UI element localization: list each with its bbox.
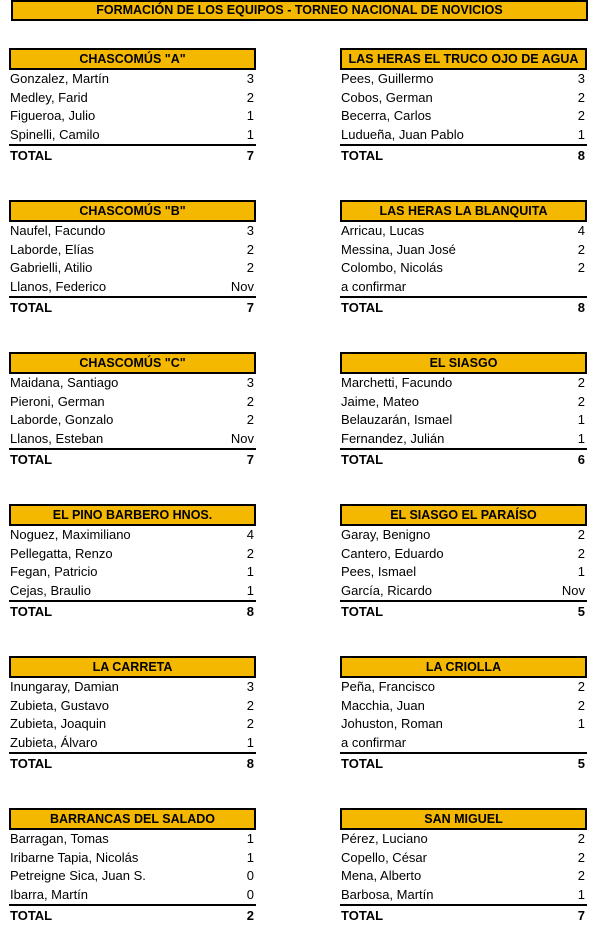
total-label: TOTAL: [341, 604, 384, 620]
player-value: 1: [246, 734, 254, 750]
player-value: 1: [246, 126, 254, 142]
player-row: [340, 582, 587, 601]
player-value: 1: [577, 886, 585, 902]
player-row: [9, 849, 256, 868]
total-row: [9, 904, 256, 924]
team-name: CHASCOMÚS "B": [9, 200, 256, 222]
total-row: [9, 296, 256, 316]
player-value: 2: [577, 241, 585, 257]
total-value: 7: [246, 452, 254, 468]
player-row: [340, 734, 587, 753]
player-row: [9, 867, 256, 886]
team-block: [9, 352, 256, 468]
team-block: [9, 808, 256, 924]
player-name: a confirmar: [341, 734, 407, 750]
team-name: LAS HERAS LA BLANQUITA: [340, 200, 587, 222]
player-row: [340, 526, 587, 545]
player-value: 2: [577, 260, 585, 276]
player-name: Becerra, Carlos: [341, 108, 432, 124]
total-value: 8: [577, 148, 585, 164]
player-value: 2: [246, 545, 254, 561]
total-label: TOTAL: [10, 452, 53, 468]
player-row: [340, 278, 587, 297]
player-row: [9, 241, 256, 260]
total-label: TOTAL: [10, 148, 53, 164]
team-block: [9, 48, 256, 164]
total-label: TOTAL: [10, 604, 53, 620]
player-name: Pellegatta, Renzo: [10, 545, 113, 561]
player-value: 2: [246, 241, 254, 257]
player-value: 1: [577, 412, 585, 428]
total-label: TOTAL: [341, 300, 384, 316]
player-row: [340, 849, 587, 868]
total-row: [9, 448, 256, 468]
player-name: Laborde, Gonzalo: [10, 412, 114, 428]
player-name: Ibarra, Martín: [10, 886, 89, 902]
team-block: [9, 656, 256, 772]
player-row: [9, 697, 256, 716]
total-label: TOTAL: [341, 452, 384, 468]
player-name: Naufel, Facundo: [10, 223, 106, 238]
player-value: 3: [246, 223, 254, 238]
team-block: [9, 200, 256, 316]
team-name: LAS HERAS EL TRUCO OJO DE AGUA: [340, 48, 587, 70]
player-name: Pees, Ismael: [341, 564, 417, 580]
player-name: Pérez, Luciano: [341, 831, 428, 846]
player-name: Garay, Benigno: [341, 527, 431, 542]
player-name: Cejas, Braulio: [10, 582, 91, 598]
player-name: Pees, Guillermo: [341, 71, 434, 86]
player-value: 2: [577, 393, 585, 409]
total-row: [340, 448, 587, 468]
player-row: [9, 545, 256, 564]
player-row: [340, 107, 587, 126]
player-name: Laborde, Elías: [10, 241, 94, 257]
player-value: 2: [577, 868, 585, 884]
player-value: 0: [246, 886, 254, 902]
player-value: 1: [246, 108, 254, 124]
player-name: Belauzarán, Ismael: [341, 412, 453, 428]
player-row: [340, 830, 587, 849]
player-row: [9, 89, 256, 108]
team-block: [340, 808, 587, 924]
player-value: 2: [577, 527, 585, 542]
player-row: [9, 126, 256, 145]
player-name: Zubieta, Gustavo: [10, 697, 109, 713]
player-name: Maidana, Santiago: [10, 375, 119, 390]
player-name: Petreigne Sica, Juan S.: [10, 868, 146, 884]
player-row: [340, 867, 587, 886]
player-value: Nov: [230, 278, 254, 294]
player-value: 2: [246, 716, 254, 732]
total-label: TOTAL: [341, 908, 384, 924]
player-row: [9, 374, 256, 393]
player-name: Medley, Farid: [10, 89, 88, 105]
player-row: [340, 222, 587, 241]
player-row: [340, 886, 587, 905]
player-value: 1: [577, 430, 585, 446]
total-row: [340, 600, 587, 620]
team-name: BARRANCAS DEL SALADO: [9, 808, 256, 830]
player-row: [9, 715, 256, 734]
team-name: EL PINO BARBERO HNOS.: [9, 504, 256, 526]
total-row: [340, 904, 587, 924]
player-value: 2: [246, 412, 254, 428]
player-name: Barbosa, Martín: [341, 886, 434, 902]
total-row: [9, 752, 256, 772]
player-row: [9, 278, 256, 297]
player-row: [9, 734, 256, 753]
player-value: 2: [577, 108, 585, 124]
player-name: Jaime, Mateo: [341, 393, 420, 409]
total-row: [340, 296, 587, 316]
player-name: Iribarne Tapia, Nicolás: [10, 849, 139, 865]
player-row: [340, 241, 587, 260]
player-name: Arricau, Lucas: [341, 223, 425, 238]
player-name: Figueroa, Julio: [10, 108, 96, 124]
player-row: [340, 259, 587, 278]
total-value: 5: [577, 756, 585, 772]
player-value: 1: [246, 849, 254, 865]
player-row: [340, 715, 587, 734]
player-row: [9, 70, 256, 89]
player-row: [9, 259, 256, 278]
player-name: Pieroni, German: [10, 393, 105, 409]
player-value: 1: [577, 716, 585, 732]
player-value: 2: [577, 849, 585, 865]
player-row: [340, 126, 587, 145]
player-value: 3: [246, 375, 254, 390]
player-row: [340, 678, 587, 697]
team-block: [340, 504, 587, 620]
player-name: Macchia, Juan: [341, 697, 425, 713]
player-value: 1: [246, 831, 254, 846]
player-name: Cantero, Eduardo: [341, 545, 444, 561]
player-name: Mena, Alberto: [341, 868, 422, 884]
player-name: Noguez, Maximiliano: [10, 527, 131, 542]
total-value: 6: [577, 452, 585, 468]
total-row: [340, 752, 587, 772]
player-value: 1: [577, 126, 585, 142]
player-name: Fernandez, Julián: [341, 430, 445, 446]
player-name: Gonzalez, Martín: [10, 71, 109, 86]
total-label: TOTAL: [10, 756, 53, 772]
player-row: [9, 526, 256, 545]
total-label: TOTAL: [341, 148, 384, 164]
player-value: 2: [246, 89, 254, 105]
player-value: 4: [246, 527, 254, 542]
total-row: [9, 600, 256, 620]
total-value: 7: [246, 300, 254, 316]
player-value: 3: [577, 71, 585, 86]
player-row: [9, 107, 256, 126]
total-label: TOTAL: [10, 908, 53, 924]
player-value: 2: [246, 697, 254, 713]
team-name: EL SIASGO: [340, 352, 587, 374]
player-row: [9, 678, 256, 697]
team-block: [340, 656, 587, 772]
player-row: [340, 411, 587, 430]
player-name: Ludueña, Juan Pablo: [341, 126, 464, 142]
total-row: [9, 144, 256, 164]
player-name: Gabrielli, Atilio: [10, 260, 93, 276]
player-row: [9, 430, 256, 449]
player-value: 3: [246, 679, 254, 694]
player-row: [340, 545, 587, 564]
player-row: [340, 563, 587, 582]
player-name: Marchetti, Facundo: [341, 375, 453, 390]
team-name: CHASCOMÚS "A": [9, 48, 256, 70]
player-value: 1: [246, 564, 254, 580]
player-name: Zubieta, Joaquin: [10, 716, 107, 732]
player-row: [340, 697, 587, 716]
player-name: Peña, Francisco: [341, 679, 435, 694]
player-value: 2: [577, 831, 585, 846]
player-value: 4: [577, 223, 585, 238]
total-value: 5: [577, 604, 585, 620]
player-name: Llanos, Federico: [10, 278, 107, 294]
team-block: [9, 504, 256, 620]
player-name: Inungaray, Damian: [10, 679, 119, 694]
player-name: Colombo, Nicolás: [341, 260, 443, 276]
player-name: Spinelli, Camilo: [10, 126, 100, 142]
player-value: Nov: [230, 430, 254, 446]
total-value: 2: [246, 908, 254, 924]
total-value: 8: [246, 604, 254, 620]
total-label: TOTAL: [341, 756, 384, 772]
player-value: 2: [246, 393, 254, 409]
player-row: [9, 411, 256, 430]
player-name: a confirmar: [341, 278, 407, 294]
player-row: [9, 830, 256, 849]
player-name: Fegan, Patricio: [10, 564, 98, 580]
player-row: [9, 886, 256, 905]
player-row: [340, 374, 587, 393]
player-row: [340, 393, 587, 412]
player-value: 2: [577, 679, 585, 694]
player-name: García, Ricardo: [341, 582, 433, 598]
team-name: EL SIASGO EL PARAÍSO: [340, 504, 587, 526]
team-block: [340, 48, 587, 164]
team-name: LA CRIOLLA: [340, 656, 587, 678]
player-name: Messina, Juan José: [341, 241, 456, 257]
total-value: 7: [577, 908, 585, 924]
player-row: [9, 222, 256, 241]
player-row: [9, 393, 256, 412]
player-name: Zubieta, Álvaro: [10, 734, 98, 750]
team-block: [340, 200, 587, 316]
player-row: [340, 89, 587, 108]
player-value: 1: [246, 582, 254, 598]
player-name: Barragan, Tomas: [10, 831, 109, 846]
player-row: [9, 563, 256, 582]
team-name: CHASCOMÚS "C": [9, 352, 256, 374]
player-name: Cobos, German: [341, 89, 433, 105]
team-name: SAN MIGUEL: [340, 808, 587, 830]
player-value: 2: [246, 260, 254, 276]
player-row: [340, 70, 587, 89]
total-label: TOTAL: [10, 300, 53, 316]
player-name: Llanos, Esteban: [10, 430, 104, 446]
player-value: 2: [577, 89, 585, 105]
player-name: Johuston, Roman: [341, 716, 443, 732]
player-row: [340, 430, 587, 449]
total-value: 8: [246, 756, 254, 772]
player-value: Nov: [561, 582, 585, 598]
team-block: [340, 352, 587, 468]
player-value: 0: [246, 868, 254, 884]
player-value: 2: [577, 375, 585, 390]
player-value: 1: [577, 564, 585, 580]
total-value: 8: [577, 300, 585, 316]
player-name: Copello, César: [341, 849, 427, 865]
total-value: 7: [246, 148, 254, 164]
player-value: 2: [577, 545, 585, 561]
page-title: FORMACIÓN DE LOS EQUIPOS - TORNEO NACIONAL DE NOVICIOS: [11, 0, 588, 21]
team-name: LA CARRETA: [9, 656, 256, 678]
player-row: [9, 582, 256, 601]
total-row: [340, 144, 587, 164]
player-value: 3: [246, 71, 254, 86]
player-value: 2: [577, 697, 585, 713]
